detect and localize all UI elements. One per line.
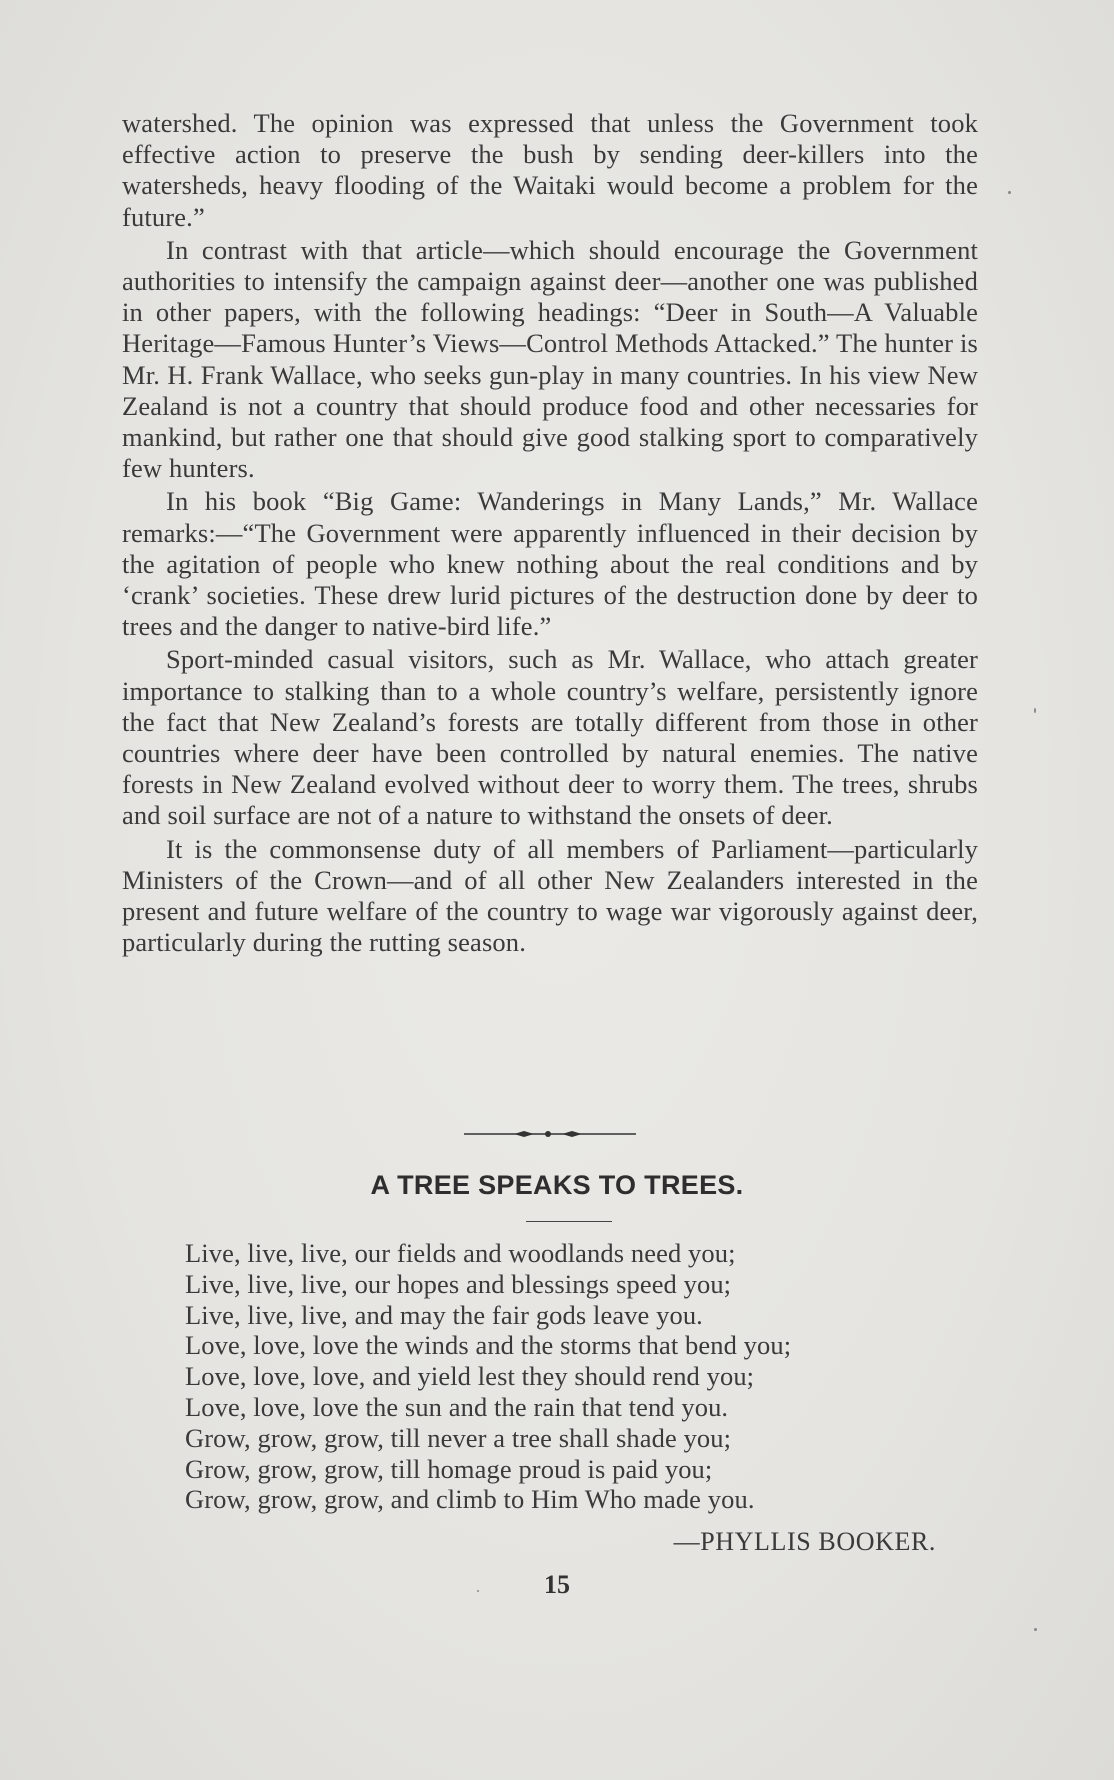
poem-line: Love, love, love, and yield lest they should rend you; bbox=[185, 1361, 755, 1392]
poem-line: Grow, grow, grow, and climb to Him Who made you. bbox=[185, 1484, 755, 1515]
poem-line: Love, love, love the winds and the storms that bend you; bbox=[185, 1330, 792, 1361]
paper-speck bbox=[1008, 191, 1011, 194]
page-number: 15 bbox=[544, 1570, 570, 1599]
poem-line: Grow, grow, grow, till homage proud is paid you; bbox=[185, 1453, 713, 1484]
title-underline bbox=[526, 1221, 612, 1222]
poem-line: Love, love, love the sun and the rain that tend you. bbox=[185, 1391, 729, 1422]
paragraph: Sport-minded casual visitors, such as Mr. Wallace, who attach greater importance to stalking than to a whole country’s welfare, persistently ignore the fact that New Zealand’s forests are totally different from those in other countries where deer have been controlled by natural enemies. The native forests in New Zealand evolved without deer to worry them. The trees, shrubs and soil surface are not of a nature to withstand the onsets of deer. bbox=[122, 644, 978, 831]
paragraph: It is the commonsense duty of all members of Parliament—particularly Ministers of the Crown—and of all other New Zealanders interested in the present and future welfare of the country to wage war vigorously against deer, particularly during the rutting season. bbox=[122, 833, 978, 958]
poem-line: Live, live, live, and may the fair gods leave you. bbox=[185, 1299, 703, 1330]
paper-speck bbox=[1034, 1628, 1037, 1631]
paragraph: In his book “Big Game: Wanderings in Many Lands,” Mr. Wallace remarks:—“The Government were apparently influenced in their decision by the agitation of people who knew nothing about the real conditions and by ‘crank’ societies. These drew lurid pictures of the destruction done by deer to trees and the danger to native-bird life.” bbox=[122, 486, 978, 642]
poem-attribution: —PHYLLIS BOOKER. bbox=[673, 1527, 936, 1556]
paragraph: In contrast with that article—which should encourage the Government authorities to intensify the campaign against deer—another one was published in other papers, with the following headings: “Deer in South—A Valuable Heritage—Famous Hunter’s Views—Control Methods Attacked.” The hunter is Mr. H. Frank Wallace, who seeks gun-play in many countries. In his view New Zealand is not a country that should produce food and other necessaries for mankind, but rather one that should give good stalking sport to comparatively few hunters. bbox=[122, 234, 978, 484]
poem-line: Live, live, live, our fields and woodlands need you; bbox=[185, 1238, 736, 1268]
poem-line: Live, live, live, our hopes and blessings speed you; bbox=[185, 1268, 732, 1299]
poem-title: A TREE SPEAKS TO TREES. bbox=[370, 1170, 744, 1200]
paper-speck bbox=[477, 1590, 479, 1592]
article-body bbox=[122, 108, 978, 960]
poem-line: Grow, grow, grow, till never a tree shall shade you; bbox=[185, 1422, 732, 1453]
section-divider-ornament bbox=[462, 1126, 638, 1142]
poem-body bbox=[185, 1238, 965, 1515]
paper-speck bbox=[1034, 708, 1036, 713]
paragraph: watershed. The opinion was expressed that unless the Government took effective action to preserve the bush by sending deer-killers into the watersheds, heavy flooding of the Waitaki would become a problem for the future.” bbox=[122, 108, 978, 232]
